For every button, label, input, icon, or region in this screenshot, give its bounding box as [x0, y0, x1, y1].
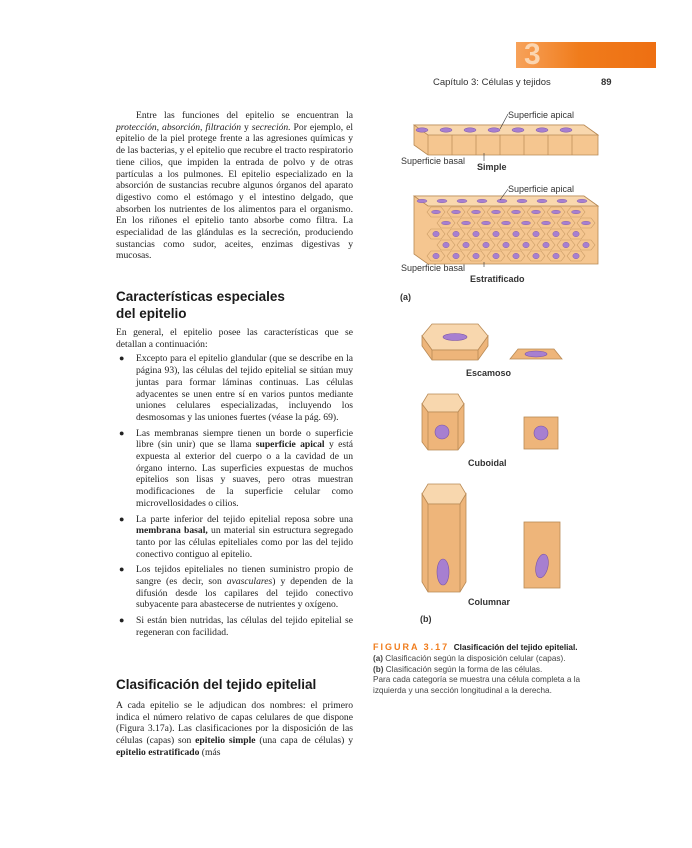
nucleus — [437, 199, 447, 203]
nucleus — [542, 221, 551, 225]
nucleus — [573, 253, 579, 259]
nucleus — [477, 199, 487, 203]
label-apical-surface-stratified: Superficie apical — [508, 184, 575, 194]
bullet-item: ● La parte inferior del tejido epitelial reposa sobre una membrana basal, un material sin estructura segregado tanto por las células epiteliales como por las del tejido conectivo contiguo al epitelio. — [119, 513, 353, 560]
nucleus — [563, 242, 569, 248]
nucleus — [440, 128, 452, 132]
nucleus — [482, 221, 491, 225]
nucleus — [473, 231, 479, 237]
nucleus — [512, 210, 521, 214]
label-cuboidal: Cuboidal — [468, 458, 507, 468]
nucleus — [493, 253, 499, 259]
label-columnar: Columnar — [468, 597, 511, 607]
nucleus — [553, 253, 559, 259]
nucleus — [572, 210, 581, 214]
nucleus — [473, 253, 479, 259]
nucleus — [443, 242, 449, 248]
nucleus — [513, 231, 519, 237]
bullet-item: ● Si están bien nutridas, las células del tejido epitelial se regeneran con facilidad. — [119, 615, 353, 638]
classification-body: A cada epitelio se le adjudican dos nombres: el primero indica el número relativo de capas celulares de que dispone (Figura 3.17a). Las clasificaciones por la disposición de las células (capas) son epitelio simple (una capa de células) y epitelio estratificado (más — [116, 700, 353, 758]
nucleus — [433, 231, 439, 237]
nucleus — [497, 199, 507, 203]
nucleus — [464, 128, 476, 132]
nucleus — [583, 242, 589, 248]
squamous-cell-3d — [420, 322, 490, 364]
characteristics-intro: En general, el epitelio posee las características que se detallan a continuación: — [116, 327, 353, 350]
label-simple: Simple — [477, 162, 507, 172]
nucleus — [462, 221, 471, 225]
label-squamous: Escamoso — [466, 368, 512, 378]
chapter-number: 3 — [524, 38, 541, 71]
nucleus — [533, 231, 539, 237]
cuboidal-cell-section — [522, 415, 562, 453]
nucleus — [463, 242, 469, 248]
nucleus — [492, 210, 501, 214]
nucleus — [522, 221, 531, 225]
nucleus — [503, 242, 509, 248]
label-apical-surface-simple: Superficie apical — [508, 110, 575, 120]
nucleus — [562, 221, 571, 225]
nucleus — [533, 253, 539, 259]
intro-paragraph: Entre las funciones del epitelio se encuentran la protección, absorción, filtración y secreción. Por ejemplo, el epitelio de la piel protege frente a las agresiones químicas y de las bacterias, y el epitelio que recubre el tracto respiratorio tiene cilios, que impiden la entrada de polvo y de otras partículas a los pulmones. El epitelio especializado en la absorción de sustancias recubre algunos órganos del aparato digestivo como el estómago y el intestino delgado, que absorben los nutrientes de los alimentos para el organismo. En los riñones el epitelio tanto absorbe como filtra. La especialidad de las glándulas es la secreción, produciendo sustancias como sudor, aceites, enzimas digestivas y mucosas. — [116, 110, 354, 262]
characteristics-body — [116, 327, 353, 643]
nucleus — [442, 221, 451, 225]
cuboidal-cell-3d — [420, 392, 466, 454]
nucleus — [513, 253, 519, 259]
label-stratified: Estratificado — [470, 274, 525, 284]
nucleus — [560, 128, 572, 132]
bullet-item: ● Los tejidos epiteliales no tienen suministro propio de sangre (es decir, son avasculares) y dependen de la difusión desde los capilares del tejido conectivo subyacente para abastecerse de nutrientes y oxígeno. — [119, 564, 353, 611]
stratified-epithelium-diagram — [400, 188, 600, 270]
figure-caption: FIGURA 3.17 Clasificación del tejido epitelial. (a) Clasificación según la disposición celular (capas). (b) Clasificación según la forma de las células. Para cada categoría se muestra una célula completa a la izquierda y una sección longitudinal a la derecha. — [373, 642, 581, 696]
nucleus — [536, 128, 548, 132]
nucleus — [453, 231, 459, 237]
nucleus — [552, 210, 561, 214]
label-basal-surface-stratified: Superficie basal — [401, 263, 466, 273]
figure-tag: FIGURA 3.17 — [373, 642, 450, 652]
nucleus — [452, 210, 461, 214]
panel-label-a: (a) — [400, 292, 411, 302]
nucleus — [416, 128, 428, 132]
panel-label-b: (b) — [420, 614, 432, 624]
page-number: 89 — [601, 77, 612, 88]
nucleus — [483, 242, 489, 248]
nucleus — [417, 199, 427, 203]
figure-title: Clasificación del tejido epitelial. — [453, 643, 578, 652]
nucleus — [472, 210, 481, 214]
nucleus — [573, 231, 579, 237]
nucleus — [577, 199, 587, 203]
label-basal-surface-simple: Superficie basal — [401, 156, 466, 166]
nucleus — [453, 253, 459, 259]
nucleus — [553, 231, 559, 237]
columnar-cell-3d — [420, 482, 468, 594]
nucleus — [512, 128, 524, 132]
nucleus — [557, 199, 567, 203]
nucleus — [582, 221, 591, 225]
nucleus — [433, 253, 439, 259]
nucleus — [523, 242, 529, 248]
nucleus — [517, 199, 527, 203]
columnar-cell-section — [522, 520, 564, 592]
nucleus — [543, 242, 549, 248]
nucleus — [532, 210, 541, 214]
nucleus — [537, 199, 547, 203]
nucleus — [432, 210, 441, 214]
nucleus — [488, 128, 500, 132]
squamous-cell-section — [508, 343, 564, 363]
nucleus — [493, 231, 499, 237]
running-head: Capítulo 3: Células y tejidos — [433, 77, 551, 88]
nucleus — [457, 199, 467, 203]
bullet-item: ● Las membranas siempre tienen un borde o superficie libre (sin unir) que se llama superficie apical y está expuesta al exterior del cuerpo o a la cavidad de un órgano interno. Las superficies expuestas de muchos epitelios son lisas y suaves, pero otras muestran modificaciones de la superficie celular como microvellosidades o cilios. — [119, 427, 353, 509]
section-heading-classification: Clasificación del tejido epitelial — [116, 677, 317, 692]
bullet-item: ● Excepto para el epitelio glandular (que se describe en la página 93), las células del tejido epitelial se sitúan muy juntas para formar láminas continuas. Las células adyacentes se unen entre sí en varios puntos mediante uniones celulares especializadas, incluyendo los desmosomas y las uniones fuertes (véase la pág. 69). — [119, 353, 353, 423]
section-heading-characteristics: Características especiales del epitelio — [116, 289, 285, 321]
nucleus — [502, 221, 511, 225]
